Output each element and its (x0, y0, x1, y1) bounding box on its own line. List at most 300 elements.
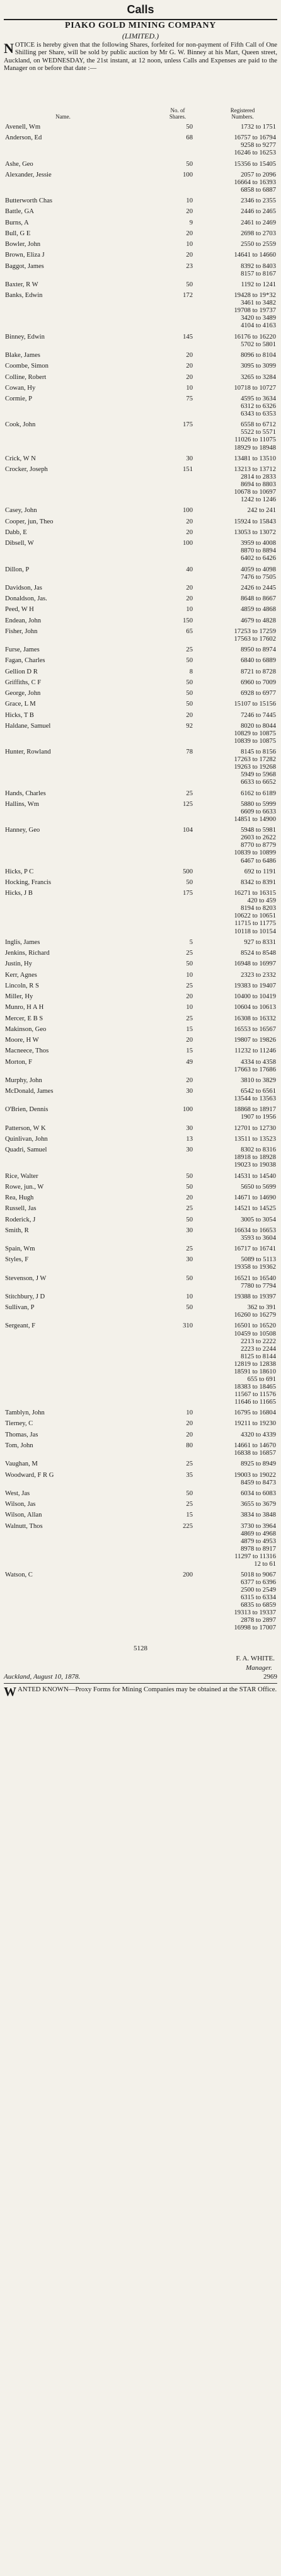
registered-number-range: 17253 to 17259 (234, 627, 276, 635)
share-count: 20 (186, 252, 193, 259)
registered-number-range: 10118 to 10154 (234, 928, 276, 935)
registered-number-range: 16501 to 16520 (234, 1322, 276, 1330)
share-count: 8 (189, 668, 193, 675)
shareholder-name: Sullivan, P (5, 1304, 35, 1312)
share-count: 50 (186, 1172, 193, 1180)
share-count: 20 (186, 363, 193, 370)
share-count: 175 (183, 890, 193, 897)
share-count: 20 (186, 208, 193, 216)
company-name: PIAKO GOLD MINING COMPANY (65, 21, 216, 30)
registered-number-range: 11297 to 11316 (234, 1553, 276, 1560)
share-count: 151 (183, 466, 193, 473)
registered-number-range: 8096 to 8104 (241, 352, 276, 359)
share-count: 50 (186, 657, 193, 665)
share-count: 100 (183, 171, 193, 178)
registered-number-range: 13544 to 13563 (234, 1095, 276, 1103)
registered-number-range: 7246 to 7445 (241, 711, 276, 719)
registered-number-range: 19313 to 19337 (234, 1609, 276, 1617)
registered-number-range: 3095 to 3099 (241, 363, 276, 370)
shareholder-name: Rowe, jun., W (5, 1183, 44, 1191)
registered-number-range: 8925 to 8949 (241, 1460, 276, 1468)
share-count: 172 (183, 292, 193, 300)
share-count: 50 (186, 679, 193, 686)
registered-number-range: 8770 to 8779 (241, 842, 276, 849)
registered-number-range: 16260 to 16279 (234, 1312, 276, 1319)
shareholder-name: Jenkins, Richard (5, 950, 50, 957)
shareholder-name: Avenell, Wm (5, 124, 41, 131)
share-count: 50 (186, 160, 193, 168)
share-count: 10 (186, 606, 193, 614)
signatory-title: Manager. (246, 1664, 272, 1672)
share-count: 9 (189, 219, 193, 226)
share-count: 40 (186, 566, 193, 573)
shareholder-name: Crocker, Joseph (5, 466, 48, 473)
shareholder-name: Hanney, Geo (5, 827, 40, 834)
shareholder-name: Furse, James (5, 646, 40, 654)
shareholder-name: Hallins, Wm (5, 800, 39, 808)
shareholder-name: Alexander, Jessie (5, 171, 52, 178)
shareholder-name: Wilson, Jas (5, 1501, 36, 1508)
registered-number-range: 8978 to 8917 (241, 1545, 276, 1553)
registered-number-range: 8302 to 8316 (241, 1146, 276, 1154)
shareholder-name: Russell, Jas (5, 1205, 37, 1213)
shareholder-name: Vaughan, M (5, 1460, 38, 1468)
share-count: 30 (186, 1146, 193, 1154)
column-header-numbers: Registered Numbers. (230, 107, 255, 120)
registered-number-range: 2550 to 2559 (241, 241, 276, 248)
share-count: 49 (186, 1058, 193, 1066)
shareholder-name: Banks, Edwin (5, 292, 43, 300)
registered-number-range: 6343 to 6353 (241, 411, 276, 418)
registered-number-range: 8721 to 8728 (241, 668, 276, 675)
share-count: 20 (186, 1194, 193, 1201)
registered-number-range: 6960 to 7009 (241, 679, 276, 686)
registered-number-range: 17263 to 17282 (234, 756, 276, 764)
notice-text: OTICE is hereby given that the following Shares, forfeited for non-payment of Fifth Call of One Shilling per Share, will be sold by public auction by Mr G. W. Binney at his Mart, Queen street, Auckland, on WEDNESDAY, the 21st instant, at 12 noon, unless Calls and Expenses are paid to the Manager on or before that date :— (4, 42, 277, 72)
shareholder-name: Sergeant, F (5, 1322, 36, 1330)
shareholder-name: O'Brien, Dennis (5, 1106, 49, 1114)
share-count: 20 (186, 518, 193, 525)
registered-number-range: 19388 to 19397 (234, 1293, 276, 1300)
registered-number-range: 5880 to 5999 (241, 800, 276, 808)
registered-number-range: 14851 to 14900 (234, 816, 276, 824)
shareholder-name: Kerr, Agnes (5, 971, 37, 979)
registered-number-range: 8648 to 8667 (241, 595, 276, 603)
registered-number-range: 15924 to 15843 (234, 518, 276, 525)
share-count: 50 (186, 1216, 193, 1223)
share-count: 100 (183, 1106, 193, 1114)
share-count: 10 (186, 197, 193, 205)
registered-number-range: 10622 to 10651 (234, 912, 276, 920)
registered-number-range: 2461 to 2469 (241, 219, 276, 226)
registered-number-range: 2500 to 2549 (241, 1587, 276, 1594)
registered-number-range: 2878 to 2897 (241, 1617, 276, 1624)
registered-number-range: 14671 to 14690 (234, 1194, 276, 1201)
shareholder-name: Colline, Robert (5, 373, 47, 381)
registered-number-range: 242 to 241 (247, 507, 276, 515)
share-count: 5 (189, 938, 193, 946)
registered-number-range: 19358 to 19362 (234, 1264, 276, 1271)
share-count: 23 (186, 262, 193, 270)
registered-number-range: 18383 to 18465 (234, 1383, 276, 1390)
registered-number-range: 6034 to 6083 (241, 1489, 276, 1497)
registered-number-range: 9258 to 9277 (241, 142, 276, 149)
column-header-shares: No. of Shares. (169, 107, 186, 120)
shareholder-name: Gellion D R (5, 668, 38, 675)
shareholder-name: Hunter, Rowland (5, 749, 51, 756)
share-count: 20 (186, 993, 193, 1000)
company-limited: (LIMITED.) (122, 32, 159, 40)
registered-number-range: 2223 to 2244 (241, 1345, 276, 1353)
share-count: 92 (186, 722, 193, 730)
registered-number-range: 16271 to 16315 (234, 890, 276, 897)
shareholder-name: Coombe, Simon (5, 363, 49, 370)
registered-number-range: 4859 to 4868 (241, 606, 276, 614)
registered-number-range: 16308 to 16332 (234, 1015, 276, 1022)
registered-number-range: 16795 to 16804 (234, 1409, 276, 1417)
registered-number-range: 6633 to 6652 (241, 779, 276, 786)
shareholder-name: Brown, Eliza J (5, 252, 45, 259)
shareholder-name: Styles, F (5, 1256, 29, 1264)
registered-number-range: 16521 to 16540 (234, 1274, 276, 1282)
registered-number-range: 19023 to 19038 (234, 1162, 276, 1169)
shareholder-name: Cormie, P (5, 395, 32, 402)
shareholder-name: Thomas, Jas (5, 1431, 38, 1438)
shareholder-name: Haldane, Samuel (5, 722, 51, 730)
shareholder-name: Miller, Hy (5, 993, 33, 1000)
registered-number-range: 13213 to 13712 (234, 466, 276, 473)
section-heading: Calls (127, 3, 154, 16)
registered-number-range: 5949 to 5968 (241, 771, 276, 779)
registered-number-range: 11232 to 11246 (234, 1047, 276, 1055)
registered-number-range: 10459 to 10508 (234, 1330, 276, 1338)
registered-number-range: 17663 to 17686 (234, 1066, 276, 1073)
registered-number-range: 6467 to 6486 (241, 857, 276, 865)
registered-number-range: 927 to 8331 (244, 938, 276, 946)
registered-number-range: 6542 to 6561 (241, 1088, 276, 1095)
registered-number-range: 14641 to 14660 (234, 252, 276, 259)
share-count: 25 (186, 790, 193, 797)
registered-number-range: 8392 to 8403 (241, 262, 276, 270)
registered-number-range: 17563 to 17602 (234, 635, 276, 643)
shareholder-name: Davidson, Jas (5, 584, 42, 592)
registered-number-range: 3810 to 3829 (241, 1076, 276, 1084)
shareholder-name: Morton, F (5, 1058, 32, 1066)
shareholder-name: Tom, John (5, 1442, 33, 1449)
registered-number-range: 7780 to 7794 (241, 1282, 276, 1290)
share-count: 50 (186, 281, 193, 288)
registered-number-range: 362 to 391 (247, 1304, 276, 1312)
share-count: 50 (186, 1183, 193, 1191)
registered-number-range: 2057 to 2096 (241, 171, 276, 178)
dateline: Auckland, August 10, 1878. (4, 1672, 81, 1681)
registered-number-range: 19383 to 19407 (234, 982, 276, 989)
registered-number-range: 10400 to 10419 (234, 993, 276, 1000)
shareholder-name: Griffiths, C F (5, 679, 42, 686)
registered-number-range: 6162 to 6189 (241, 790, 276, 797)
registered-number-range: 19211 to 19230 (234, 1420, 276, 1428)
registered-number-range: 14521 to 14525 (234, 1205, 276, 1213)
registered-number-range: 2814 to 2833 (241, 474, 276, 481)
share-count: 50 (186, 879, 193, 886)
total-shares: 5128 (134, 1644, 147, 1652)
share-count: 13 (186, 1135, 193, 1143)
shareholder-name: Anderson, Ed (5, 134, 42, 142)
share-count: 25 (186, 1501, 193, 1508)
shareholder-name: McDonald, James (5, 1088, 54, 1095)
shareholder-name: Spain, Wm (5, 1245, 35, 1253)
share-count: 78 (186, 749, 193, 756)
registered-number-range: 5650 to 5699 (241, 1183, 276, 1191)
registered-number-range: 6312 to 6326 (241, 403, 276, 411)
registered-number-range: 655 to 691 (247, 1375, 276, 1383)
registered-number-range: 5702 to 5801 (241, 341, 276, 348)
share-count: 20 (186, 528, 193, 536)
registered-number-range: 18591 to 18610 (234, 1368, 276, 1375)
registered-number-range: 4320 to 4339 (241, 1431, 276, 1438)
shareholder-name: Casey, John (5, 507, 37, 515)
registered-number-range: 7476 to 7505 (241, 573, 276, 581)
registered-number-range: 2426 to 2445 (241, 584, 276, 592)
share-count: 50 (186, 124, 193, 131)
share-count: 310 (183, 1322, 193, 1330)
registered-number-range: 8020 to 8044 (241, 722, 276, 730)
share-count: 175 (183, 421, 193, 429)
shareholder-name: Watson, C (5, 1571, 33, 1579)
shareholder-name: Baxter, R W (5, 281, 38, 288)
share-count: 68 (186, 134, 193, 142)
share-count: 30 (186, 1088, 193, 1095)
share-count: 30 (186, 1227, 193, 1234)
registered-number-range: 8125 to 8144 (241, 1353, 276, 1360)
registered-number-range: 10839 to 10899 (234, 849, 276, 857)
registered-number-range: 420 to 459 (247, 897, 276, 905)
share-count: 30 (186, 1124, 193, 1132)
registered-number-range: 16717 to 16741 (234, 1245, 276, 1253)
share-count: 50 (186, 1489, 193, 1497)
registered-number-range: 5018 to 9067 (241, 1571, 276, 1579)
share-count: 25 (186, 982, 193, 989)
share-count: 200 (183, 1571, 193, 1579)
registered-number-range: 16838 to 16857 (234, 1450, 276, 1457)
registered-number-range: 1242 to 1246 (241, 496, 276, 504)
advert-code: 2969 (263, 1672, 277, 1681)
registered-number-range: 16553 to 16567 (234, 1025, 276, 1033)
registered-number-range: 4104 to 4163 (241, 322, 276, 330)
registered-number-range: 13053 to 13072 (234, 528, 276, 536)
shareholder-name: Patterson, W K (5, 1124, 46, 1132)
shareholder-name: Baggot, James (5, 262, 44, 270)
shareholder-name: George, John (5, 690, 41, 697)
shareholder-name: Cooper, jun, Theo (5, 518, 54, 525)
heading-rule (4, 19, 277, 20)
registered-number-range: 3265 to 3284 (241, 373, 276, 381)
registered-number-range: 3834 to 3848 (241, 1512, 276, 1519)
registered-number-range: 12701 to 12730 (234, 1124, 276, 1132)
shareholder-name: Bull, G E (5, 230, 31, 237)
registered-number-range: 3593 to 3604 (241, 1234, 276, 1242)
registered-number-range: 10839 to 10875 (234, 738, 276, 745)
shareholder-name: Endean, John (5, 617, 42, 624)
shareholder-name: Rea, Hugh (5, 1194, 34, 1201)
registered-number-range: 14531 to 14540 (234, 1172, 276, 1180)
notice-paragraph (4, 42, 277, 73)
shareholder-name: Makinson, Geo (5, 1025, 47, 1033)
shareholder-name: Woodward, F R G (5, 1471, 54, 1479)
registered-number-range: 2698 to 2703 (241, 230, 276, 237)
shareholder-name: Rice, Walter (5, 1172, 38, 1180)
share-count: 20 (186, 1037, 193, 1044)
shareholder-name: Ashe, Geo (5, 160, 33, 168)
registered-number-range: 8524 to 8548 (241, 950, 276, 957)
share-count: 15 (186, 1512, 193, 1519)
registered-number-range: 5522 to 5571 (241, 429, 276, 436)
share-count: 20 (186, 230, 193, 237)
registered-number-range: 8459 to 8473 (241, 1479, 276, 1486)
shareholder-name: Butterworth Chas (5, 197, 53, 205)
registered-number-range: 1907 to 1956 (241, 1114, 276, 1121)
shareholder-name: Munro, H A H (5, 1004, 44, 1011)
share-count: 25 (186, 1015, 193, 1022)
registered-number-range: 4059 to 4098 (241, 566, 276, 573)
registered-number-range: 18868 to 18917 (234, 1106, 276, 1114)
registered-number-range: 13511 to 13523 (234, 1135, 276, 1143)
share-count: 10 (186, 1004, 193, 1011)
registered-number-range: 3420 to 3489 (241, 315, 276, 322)
shareholder-name: Moore, H W (5, 1037, 39, 1044)
share-count: 125 (183, 800, 193, 808)
registered-number-range: 6315 to 6334 (241, 1594, 276, 1602)
registered-number-range: 3005 to 3054 (241, 1216, 276, 1223)
shareholder-name: Tamblyn, John (5, 1409, 45, 1417)
share-count: 20 (186, 1076, 193, 1084)
wanted-known-notice (4, 1686, 277, 1698)
registered-number-range: 6858 to 6887 (241, 186, 276, 194)
shareholder-name: Peed, W H (5, 606, 34, 614)
registered-number-range: 6609 to 6633 (241, 808, 276, 815)
registered-number-range: 4679 to 4828 (241, 617, 276, 624)
share-count: 104 (183, 827, 193, 834)
wanted-text: ANTED KNOWN—Proxy Forms for Mining Companies may be obtained at the STAR Office. (18, 1685, 277, 1693)
share-count: 10 (186, 384, 193, 392)
share-count: 30 (186, 455, 193, 462)
registered-number-range: 8194 to 8203 (241, 905, 276, 912)
share-count: 50 (186, 960, 193, 968)
registered-number-range: 2346 to 2355 (241, 197, 276, 205)
shareholder-name: Quinlivan, John (5, 1135, 48, 1143)
registered-number-range: 6377 to 6396 (241, 1579, 276, 1587)
registered-number-range: 8694 to 8803 (241, 481, 276, 489)
registered-number-range: 3461 to 3482 (241, 300, 276, 307)
registered-number-range: 3655 to 3679 (241, 1501, 276, 1508)
registered-number-range: 4879 to 4953 (241, 1537, 276, 1545)
share-count: 20 (186, 584, 193, 592)
registered-number-range: 19708 to 19737 (234, 307, 276, 315)
registered-number-range: 6402 to 6426 (241, 555, 276, 562)
registered-number-range: 11715 to 11775 (234, 920, 276, 928)
share-count: 150 (183, 617, 193, 624)
registered-number-range: 11567 to 11576 (234, 1390, 276, 1398)
share-count: 500 (183, 868, 193, 875)
registered-number-range: 2603 to 2622 (241, 834, 276, 842)
shareholder-name: Cook, John (5, 421, 36, 429)
shareholder-name: Justin, Hy (5, 960, 32, 968)
registered-number-range: 16998 to 17007 (234, 1624, 276, 1632)
shareholder-name: Cowan, Hy (5, 384, 36, 392)
share-count: 20 (186, 373, 193, 381)
share-count: 75 (186, 395, 193, 402)
registered-number-range: 1192 to 1241 (241, 281, 276, 288)
registered-number-range: 6840 to 6889 (241, 657, 276, 665)
registered-number-range: 15107 to 15156 (234, 701, 276, 708)
registered-number-range: 16757 to 16794 (234, 134, 276, 142)
registered-number-range: 4869 to 4968 (241, 1530, 276, 1537)
share-count: 25 (186, 1460, 193, 1468)
registered-number-range: 8145 to 8156 (241, 749, 276, 756)
registered-number-range: 8950 to 8974 (241, 646, 276, 654)
registered-number-range: 18929 to 18948 (234, 444, 276, 452)
notice-dropcap: N (4, 40, 14, 56)
registered-number-range: 11026 to 11075 (234, 436, 276, 444)
registered-number-range: 16634 to 16653 (234, 1227, 276, 1234)
shareholder-name: Donaldson, Jas. (5, 595, 47, 603)
registered-number-range: 3730 to 3964 (241, 1522, 276, 1530)
registered-number-range: 3959 to 4008 (241, 540, 276, 547)
signature: F. A. WHITE. (236, 1654, 275, 1662)
shareholder-name: Burns, A (5, 219, 29, 226)
shareholder-name: Battle, GA (5, 208, 34, 216)
shareholder-name: Murphy, John (5, 1076, 42, 1084)
registered-number-range: 6928 to 6977 (241, 690, 276, 697)
share-count: 20 (186, 1431, 193, 1438)
shareholder-name: Inglis, James (5, 938, 40, 946)
share-count: 50 (186, 1274, 193, 1282)
share-count: 15 (186, 1025, 193, 1033)
shareholder-name: Fisher, John (5, 627, 38, 635)
shareholder-name: Hicks, J B (5, 890, 33, 897)
share-count: 10 (186, 1293, 193, 1300)
share-count: 145 (183, 333, 193, 341)
shareholder-name: Blake, James (5, 352, 40, 359)
share-count: 225 (183, 1522, 193, 1530)
share-count: 10 (186, 241, 193, 248)
shareholder-name: Roderick, J (5, 1216, 36, 1223)
shareholder-name: Wilson, Allan (5, 1512, 42, 1519)
shareholder-name: Stevenson, J W (5, 1274, 47, 1282)
shareholder-name: Quadri, Samuel (5, 1146, 47, 1154)
share-count: 100 (183, 540, 193, 547)
registered-number-range: 5089 to 5113 (241, 1256, 276, 1264)
registered-number-range: 15356 to 15405 (234, 160, 276, 168)
registered-number-range: 16664 to 16393 (234, 178, 276, 186)
shareholder-name: Tierney, C (5, 1420, 33, 1428)
registered-number-range: 19003 to 19022 (234, 1471, 276, 1479)
shareholder-name: Grace, L M (5, 701, 36, 708)
registered-number-range: 8870 to 8894 (241, 547, 276, 555)
registered-number-range: 12 to 61 (254, 1560, 276, 1568)
share-count: 25 (186, 1245, 193, 1253)
registered-number-range: 1732 to 1751 (241, 124, 276, 131)
share-count: 25 (186, 646, 193, 654)
registered-number-range: 19263 to 19268 (234, 764, 276, 771)
shareholder-name: Hands, Charles (5, 790, 46, 797)
shareholder-name: Stitchbury, J D (5, 1293, 45, 1300)
shareholder-name: Crick, W N (5, 455, 36, 462)
registered-number-range: 16948 to 16997 (234, 960, 276, 968)
shareholder-name: West, Jas (5, 1489, 30, 1497)
shareholder-name: Hicks, T B (5, 711, 34, 719)
registered-number-range: 16246 to 16253 (234, 149, 276, 157)
